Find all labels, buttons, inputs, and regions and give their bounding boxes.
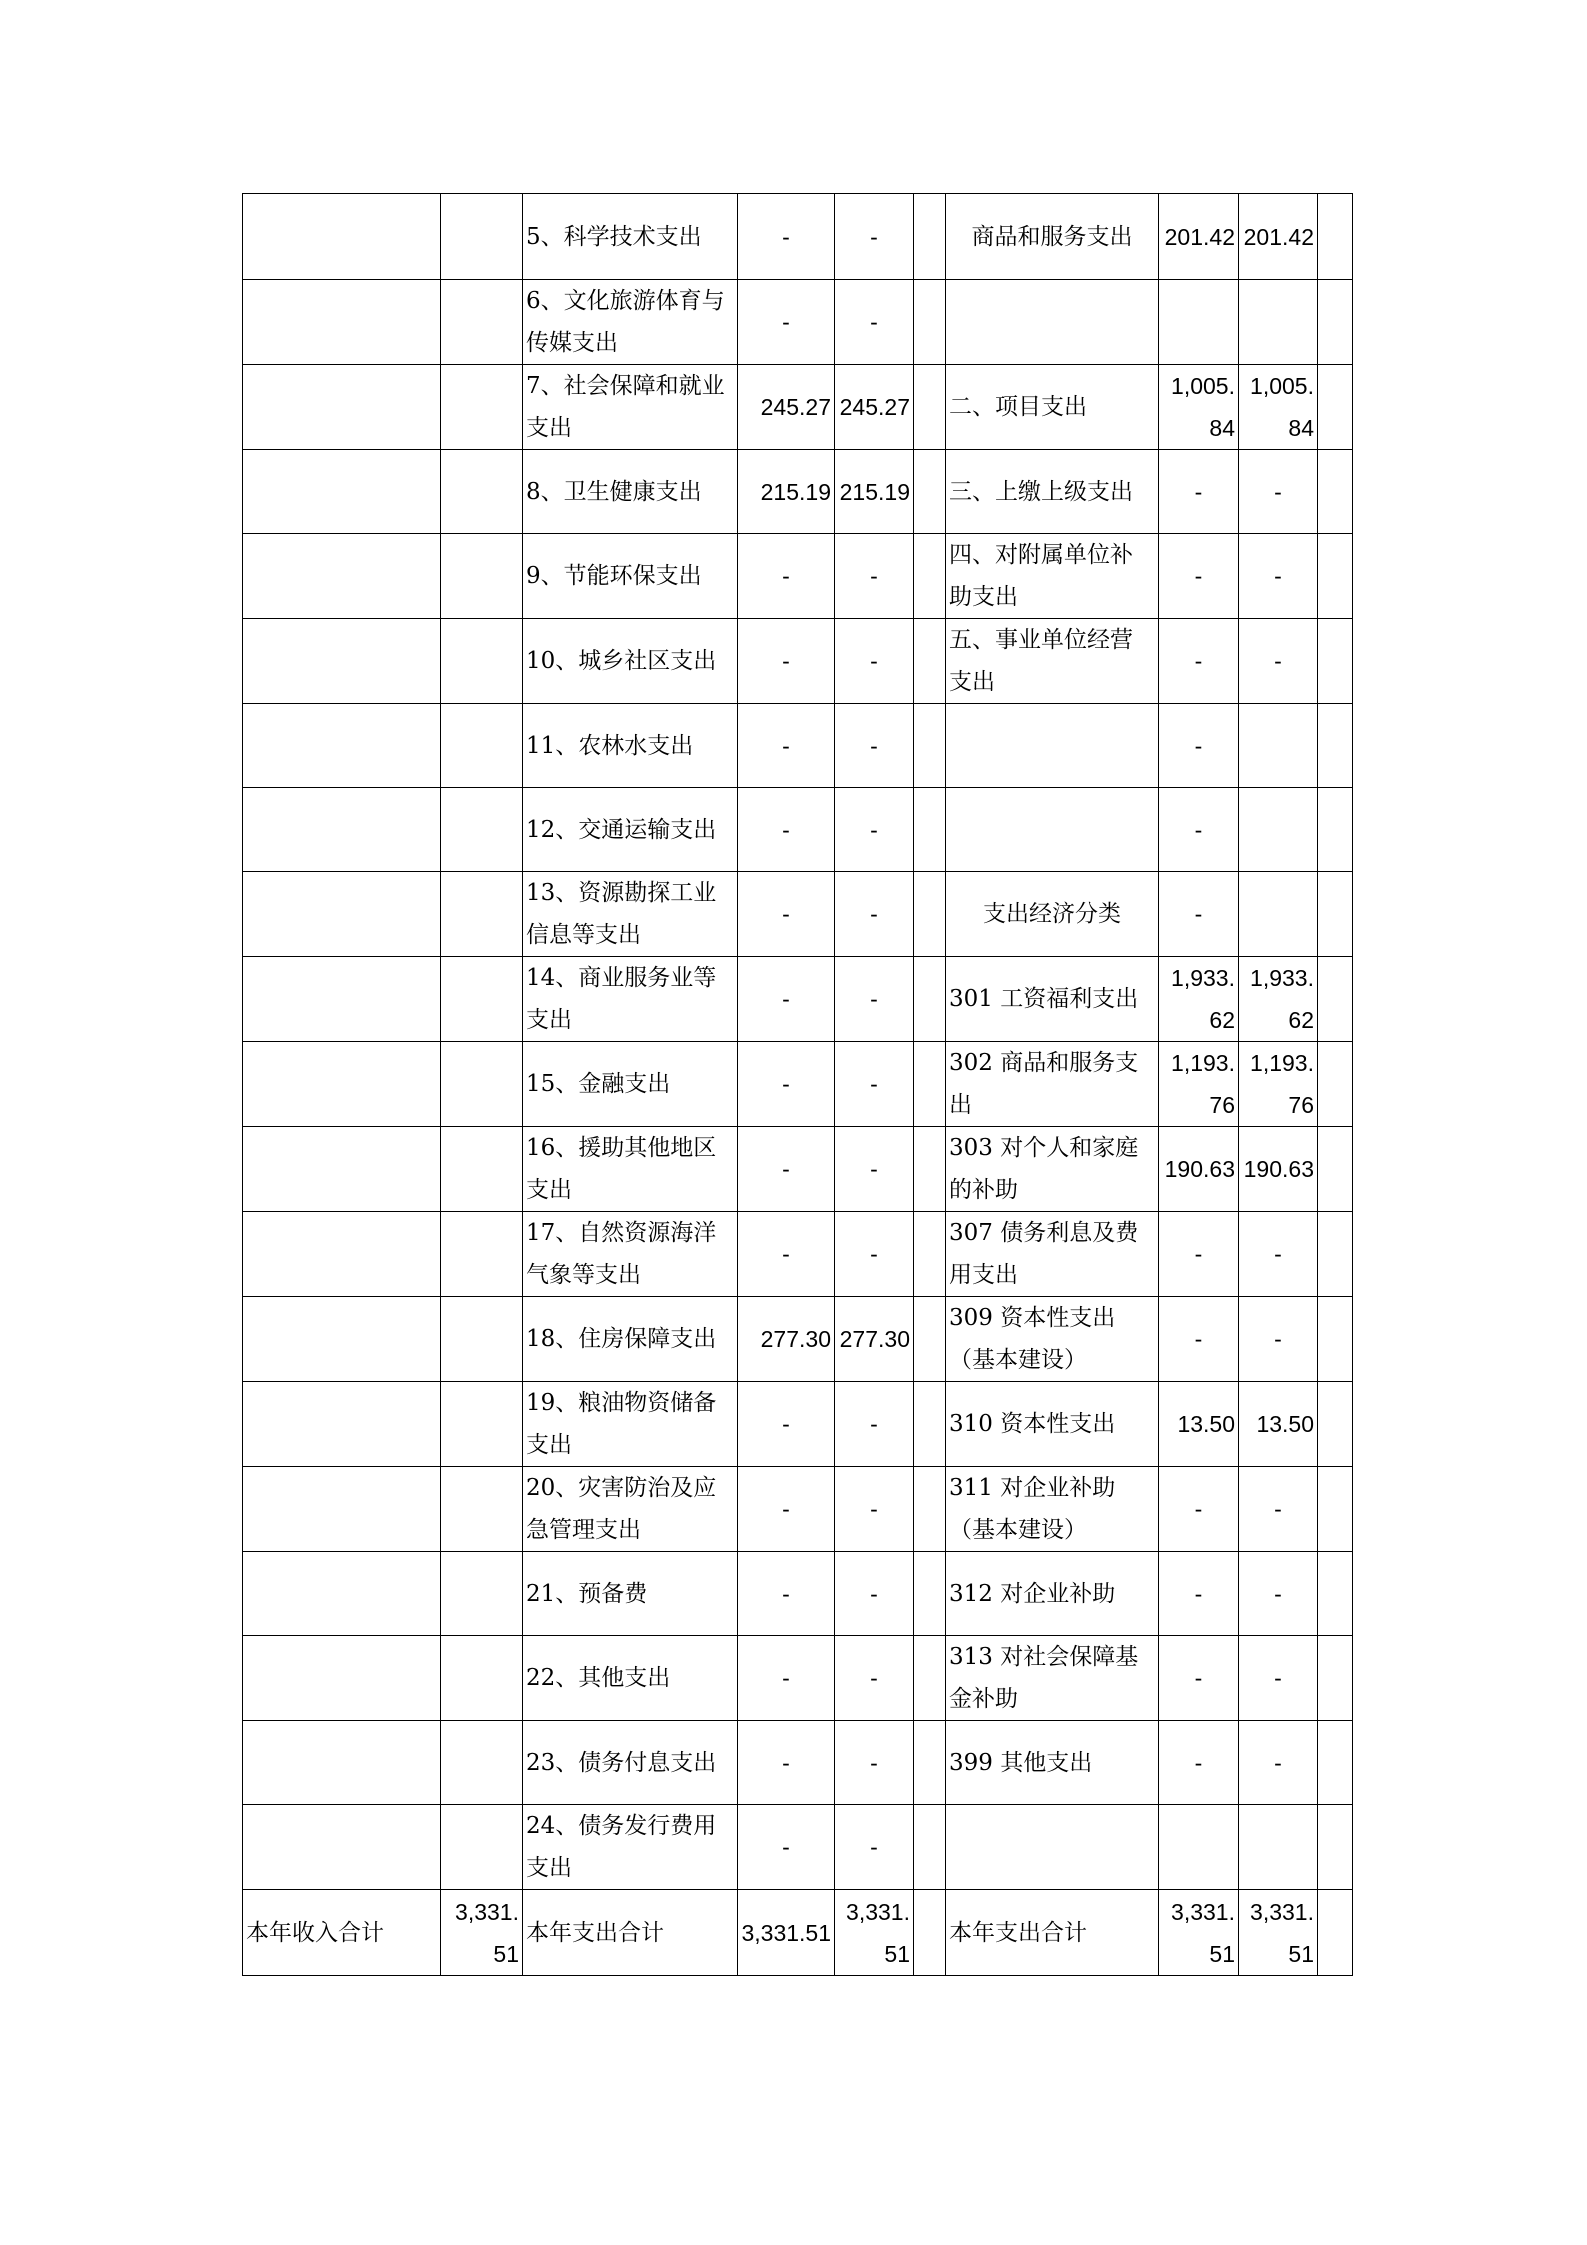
expense-function-value1-cell: - xyxy=(738,1467,835,1552)
income-value-cell xyxy=(441,1212,523,1297)
expense-economic-value1-cell: - xyxy=(1159,704,1239,788)
table-row xyxy=(243,280,1353,365)
blank-end-cell xyxy=(1318,1805,1353,1890)
expense-economic-value2-cell: - xyxy=(1239,534,1318,619)
blank-end-cell xyxy=(1318,1382,1353,1467)
blank-end-cell xyxy=(1318,450,1353,534)
blank-spacer-cell xyxy=(914,450,946,534)
expense-economic-item-cell: 302 商品和服务支出 xyxy=(946,1042,1159,1127)
expense-economic-item-cell xyxy=(946,704,1159,788)
table-row xyxy=(243,1042,1353,1127)
expense-economic-value2-cell xyxy=(1239,788,1318,872)
expense-function-value1-cell: 215.19 xyxy=(738,450,835,534)
blank-spacer-cell xyxy=(914,1042,946,1127)
income-value-cell xyxy=(441,1721,523,1805)
income-item-cell xyxy=(243,534,441,619)
blank-spacer-cell xyxy=(914,1382,946,1467)
expense-function-value2-cell: - xyxy=(835,1127,914,1212)
expense-economic-item-cell: 三、上缴上级支出 xyxy=(946,450,1159,534)
expense-economic-value2-cell: - xyxy=(1239,1297,1318,1382)
blank-spacer-cell xyxy=(914,1127,946,1212)
expense-function-item-cell: 20、灾害防治及应急管理支出 xyxy=(523,1467,738,1552)
blank-spacer-cell xyxy=(914,619,946,704)
expense-economic-item-cell: 商品和服务支出 xyxy=(946,194,1159,280)
blank-end-cell xyxy=(1318,1297,1353,1382)
blank-spacer-cell xyxy=(914,1805,946,1890)
income-item-cell xyxy=(243,872,441,957)
blank-spacer-cell xyxy=(914,872,946,957)
table-row xyxy=(243,872,1353,957)
expense-economic-value2-cell xyxy=(1239,704,1318,788)
table-row xyxy=(243,450,1353,534)
expense-economic-value2-cell: - xyxy=(1239,1467,1318,1552)
income-item-cell xyxy=(243,450,441,534)
blank-spacer-cell xyxy=(914,1297,946,1382)
expense-economic-value1-cell: 1,005.84 xyxy=(1159,365,1239,450)
expense-economic-value2-cell: - xyxy=(1239,1212,1318,1297)
income-value-cell xyxy=(441,1127,523,1212)
expense-total-label: 本年支出合计 xyxy=(523,1890,738,1976)
blank-spacer-cell xyxy=(914,1636,946,1721)
expense-function-item-cell: 11、农林水支出 xyxy=(523,704,738,788)
expense-economic-value1-cell: - xyxy=(1159,872,1239,957)
income-value-cell xyxy=(441,957,523,1042)
table-row xyxy=(243,365,1353,450)
blank-end-cell xyxy=(1318,1890,1353,1976)
expense-economic-value1-cell: 13.50 xyxy=(1159,1382,1239,1467)
expense-economic-item-cell: 四、对附属单位补助支出 xyxy=(946,534,1159,619)
income-item-cell xyxy=(243,1042,441,1127)
expense-function-item-cell: 8、卫生健康支出 xyxy=(523,450,738,534)
table-row xyxy=(243,194,1353,280)
expense-economic-value1-cell: - xyxy=(1159,788,1239,872)
expense-function-value1-cell: - xyxy=(738,1636,835,1721)
expense-economic-value1-cell: - xyxy=(1159,534,1239,619)
income-total-label: 本年收入合计 xyxy=(243,1890,441,1976)
income-value-cell xyxy=(441,619,523,704)
expense-economic-item-cell: 303 对个人和家庭的补助 xyxy=(946,1127,1159,1212)
expense-economic-item-cell: 309 资本性支出（基本建设） xyxy=(946,1297,1159,1382)
income-item-cell xyxy=(243,1805,441,1890)
blank-end-cell xyxy=(1318,534,1353,619)
expense-function-value2-cell: - xyxy=(835,704,914,788)
expense-function-item-cell: 22、其他支出 xyxy=(523,1636,738,1721)
blank-end-cell xyxy=(1318,1127,1353,1212)
expense-total-value2: 3,331.51 xyxy=(835,1890,914,1976)
expense-economic-value2-cell: - xyxy=(1239,450,1318,534)
table-row xyxy=(243,534,1353,619)
blank-end-cell xyxy=(1318,1467,1353,1552)
table-row xyxy=(243,1552,1353,1636)
expense-economic-value1-cell xyxy=(1159,280,1239,365)
right-total-value1: 3,331.51 xyxy=(1159,1890,1239,1976)
expense-economic-value2-cell xyxy=(1239,872,1318,957)
expense-function-value1-cell: - xyxy=(738,788,835,872)
table-row xyxy=(243,1636,1353,1721)
expense-function-value1-cell: - xyxy=(738,194,835,280)
expense-economic-value2-cell: - xyxy=(1239,1721,1318,1805)
expense-economic-value1-cell: - xyxy=(1159,1212,1239,1297)
expense-economic-item-cell: 312 对企业补助 xyxy=(946,1552,1159,1636)
income-item-cell xyxy=(243,957,441,1042)
income-value-cell xyxy=(441,1467,523,1552)
expense-function-value1-cell: - xyxy=(738,1552,835,1636)
income-value-cell xyxy=(441,704,523,788)
income-item-cell xyxy=(243,1297,441,1382)
blank-spacer-cell xyxy=(914,365,946,450)
blank-spacer-cell xyxy=(914,704,946,788)
expense-economic-item-cell xyxy=(946,280,1159,365)
expense-function-item-cell: 17、自然资源海洋气象等支出 xyxy=(523,1212,738,1297)
blank-end-cell xyxy=(1318,1721,1353,1805)
expense-function-value2-cell: - xyxy=(835,1212,914,1297)
expense-economic-value2-cell: - xyxy=(1239,1552,1318,1636)
expense-function-value2-cell: - xyxy=(835,534,914,619)
expense-economic-value2-cell: 13.50 xyxy=(1239,1382,1318,1467)
expense-function-value2-cell: - xyxy=(835,194,914,280)
expense-economic-value1-cell: 190.63 xyxy=(1159,1127,1239,1212)
table-row xyxy=(243,1382,1353,1467)
blank-end-cell xyxy=(1318,1636,1353,1721)
expense-economic-item-cell: 307 债务利息及费用支出 xyxy=(946,1212,1159,1297)
income-item-cell xyxy=(243,194,441,280)
expense-economic-item-cell: 五、事业单位经营支出 xyxy=(946,619,1159,704)
expense-function-item-cell: 15、金融支出 xyxy=(523,1042,738,1127)
income-value-cell xyxy=(441,1382,523,1467)
expense-economic-item-cell: 313 对社会保障基金补助 xyxy=(946,1636,1159,1721)
expense-total-value1: 3,331.51 xyxy=(738,1890,835,1976)
expense-economic-item-cell: 二、项目支出 xyxy=(946,365,1159,450)
expense-function-item-cell: 18、住房保障支出 xyxy=(523,1297,738,1382)
blank-spacer-cell xyxy=(914,1467,946,1552)
income-item-cell xyxy=(243,280,441,365)
expense-economic-value1-cell: - xyxy=(1159,1721,1239,1805)
expense-function-value1-cell: - xyxy=(738,280,835,365)
blank-end-cell xyxy=(1318,704,1353,788)
table-row xyxy=(243,1297,1353,1382)
blank-spacer-cell xyxy=(914,1721,946,1805)
expense-economic-value1-cell: - xyxy=(1159,1467,1239,1552)
blank-spacer-cell xyxy=(914,788,946,872)
income-value-cell xyxy=(441,1552,523,1636)
expense-economic-item-cell: 301 工资福利支出 xyxy=(946,957,1159,1042)
expense-economic-value1-cell: - xyxy=(1159,619,1239,704)
expense-function-value1-cell: - xyxy=(738,704,835,788)
expense-function-item-cell: 9、节能环保支出 xyxy=(523,534,738,619)
expense-function-value1-cell: - xyxy=(738,534,835,619)
expense-economic-value1-cell: 201.42 xyxy=(1159,194,1239,280)
blank-end-cell xyxy=(1318,872,1353,957)
expense-function-value1-cell: - xyxy=(738,1127,835,1212)
table-row xyxy=(243,704,1353,788)
income-item-cell xyxy=(243,1382,441,1467)
expense-function-value1-cell: - xyxy=(738,1382,835,1467)
expense-economic-value2-cell: 201.42 xyxy=(1239,194,1318,280)
expense-function-value1-cell: - xyxy=(738,957,835,1042)
expense-function-item-cell: 14、商业服务业等支出 xyxy=(523,957,738,1042)
blank-spacer-cell xyxy=(914,1212,946,1297)
income-item-cell xyxy=(243,1127,441,1212)
table-row xyxy=(243,1805,1353,1890)
income-item-cell xyxy=(243,1636,441,1721)
blank-end-cell xyxy=(1318,280,1353,365)
blank-end-cell xyxy=(1318,365,1353,450)
table-row xyxy=(243,788,1353,872)
expense-function-item-cell: 7、社会保障和就业支出 xyxy=(523,365,738,450)
expense-function-value2-cell: - xyxy=(835,280,914,365)
expense-economic-value1-cell: - xyxy=(1159,1636,1239,1721)
blank-end-cell xyxy=(1318,1042,1353,1127)
table-row xyxy=(243,619,1353,704)
expense-economic-value1-cell: 1,193.76 xyxy=(1159,1042,1239,1127)
expense-function-value2-cell: - xyxy=(835,1805,914,1890)
expense-economic-value2-cell: - xyxy=(1239,619,1318,704)
expense-function-value1-cell: - xyxy=(738,619,835,704)
expense-function-value1-cell: - xyxy=(738,1721,835,1805)
table-row xyxy=(243,1212,1353,1297)
expense-economic-value2-cell xyxy=(1239,280,1318,365)
blank-end-cell xyxy=(1318,194,1353,280)
expense-function-value2-cell: - xyxy=(835,788,914,872)
income-value-cell xyxy=(441,1042,523,1127)
income-value-cell xyxy=(441,450,523,534)
expense-function-item-cell: 19、粮油物资储备支出 xyxy=(523,1382,738,1467)
expense-function-value1-cell: - xyxy=(738,872,835,957)
right-total-value2: 3,331.51 xyxy=(1239,1890,1318,1976)
expense-function-value2-cell: - xyxy=(835,1042,914,1127)
blank-end-cell xyxy=(1318,1552,1353,1636)
income-item-cell xyxy=(243,1721,441,1805)
income-value-cell xyxy=(441,1805,523,1890)
expense-function-item-cell: 10、城乡社区支出 xyxy=(523,619,738,704)
expense-function-value2-cell: - xyxy=(835,1552,914,1636)
expense-function-value2-cell: - xyxy=(835,1467,914,1552)
income-total-value: 3,331.51 xyxy=(441,1890,523,1976)
income-value-cell xyxy=(441,788,523,872)
blank-end-cell xyxy=(1318,1212,1353,1297)
income-item-cell xyxy=(243,619,441,704)
income-item-cell xyxy=(243,704,441,788)
income-value-cell xyxy=(441,194,523,280)
expense-function-item-cell: 16、援助其他地区支出 xyxy=(523,1127,738,1212)
blank-end-cell xyxy=(1318,619,1353,704)
expense-function-value2-cell: 277.30 xyxy=(835,1297,914,1382)
expense-function-item-cell: 5、科学技术支出 xyxy=(523,194,738,280)
income-value-cell xyxy=(441,1636,523,1721)
income-item-cell xyxy=(243,365,441,450)
expense-function-value2-cell: 215.19 xyxy=(835,450,914,534)
budget-table xyxy=(242,193,1353,1976)
expense-function-value1-cell: - xyxy=(738,1042,835,1127)
expense-economic-item-cell xyxy=(946,788,1159,872)
expense-function-item-cell: 23、债务付息支出 xyxy=(523,1721,738,1805)
expense-economic-item-cell: 310 资本性支出 xyxy=(946,1382,1159,1467)
expense-economic-value2-cell: - xyxy=(1239,1636,1318,1721)
expense-economic-value2-cell: 1,193.76 xyxy=(1239,1042,1318,1127)
expense-economic-item-cell: 311 对企业补助（基本建设） xyxy=(946,1467,1159,1552)
expense-economic-value1-cell xyxy=(1159,1805,1239,1890)
income-value-cell xyxy=(441,872,523,957)
expense-function-item-cell: 13、资源勘探工业信息等支出 xyxy=(523,872,738,957)
expense-function-value1-cell: - xyxy=(738,1212,835,1297)
expense-economic-value2-cell: 1,005.84 xyxy=(1239,365,1318,450)
blank-spacer-cell xyxy=(914,194,946,280)
income-item-cell xyxy=(243,1552,441,1636)
expense-function-value2-cell: - xyxy=(835,957,914,1042)
blank-end-cell xyxy=(1318,788,1353,872)
table-row xyxy=(243,957,1353,1042)
blank-spacer-cell xyxy=(914,957,946,1042)
expense-function-value2-cell: - xyxy=(835,1382,914,1467)
blank-spacer-cell xyxy=(914,280,946,365)
expense-function-value1-cell: 277.30 xyxy=(738,1297,835,1382)
expense-economic-item-cell xyxy=(946,1805,1159,1890)
expense-function-item-cell: 12、交通运输支出 xyxy=(523,788,738,872)
table-row xyxy=(243,1467,1353,1552)
income-item-cell xyxy=(243,1467,441,1552)
expense-economic-value2-cell: 1,933.62 xyxy=(1239,957,1318,1042)
blank-spacer-cell xyxy=(914,534,946,619)
expense-economic-value2-cell xyxy=(1239,1805,1318,1890)
totals-row xyxy=(243,1890,1353,1976)
table-body xyxy=(243,194,1353,1976)
income-item-cell xyxy=(243,788,441,872)
expense-economic-value2-cell: 190.63 xyxy=(1239,1127,1318,1212)
expense-economic-value1-cell: - xyxy=(1159,1297,1239,1382)
blank-spacer-cell xyxy=(914,1890,946,1976)
expense-economic-value1-cell: 1,933.62 xyxy=(1159,957,1239,1042)
income-value-cell xyxy=(441,280,523,365)
table-row xyxy=(243,1721,1353,1805)
right-total-label: 本年支出合计 xyxy=(946,1890,1159,1976)
expense-function-item-cell: 21、预备费 xyxy=(523,1552,738,1636)
expense-function-value2-cell: - xyxy=(835,619,914,704)
income-value-cell xyxy=(441,534,523,619)
blank-end-cell xyxy=(1318,957,1353,1042)
expense-function-value2-cell: - xyxy=(835,1636,914,1721)
expense-economic-value1-cell: - xyxy=(1159,1552,1239,1636)
expense-economic-item-cell: 支出经济分类 xyxy=(946,872,1159,957)
income-value-cell xyxy=(441,1297,523,1382)
expense-economic-value1-cell: - xyxy=(1159,450,1239,534)
expense-function-value2-cell: - xyxy=(835,872,914,957)
income-value-cell xyxy=(441,365,523,450)
expense-economic-item-cell: 399 其他支出 xyxy=(946,1721,1159,1805)
expense-function-value1-cell: - xyxy=(738,1805,835,1890)
table-row xyxy=(243,1127,1353,1212)
expense-function-value2-cell: - xyxy=(835,1721,914,1805)
expense-function-value2-cell: 245.27 xyxy=(835,365,914,450)
expense-function-item-cell: 6、文化旅游体育与传媒支出 xyxy=(523,280,738,365)
income-item-cell xyxy=(243,1212,441,1297)
blank-spacer-cell xyxy=(914,1552,946,1636)
expense-function-value1-cell: 245.27 xyxy=(738,365,835,450)
expense-function-item-cell: 24、债务发行费用支出 xyxy=(523,1805,738,1890)
